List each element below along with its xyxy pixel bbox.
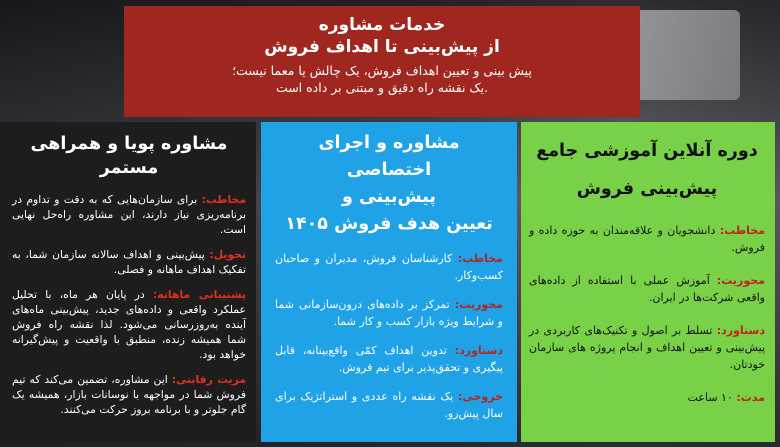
consulting-audience-label: مخاطب:: [201, 193, 246, 206]
course-audience: [529, 222, 765, 256]
consulting-audience: [12, 192, 246, 237]
course-column: [521, 122, 775, 442]
course-duration-label: مدت:: [736, 391, 765, 404]
consulting-support-label: پشتیبانی ماهانه:: [152, 288, 246, 301]
course-duration-text: ۱۰ ساعت: [687, 391, 737, 404]
consulting-title: مشاوره پویا و همراهی مستمر: [30, 134, 228, 178]
consulting-advantage-label: مزیت رقابتی:: [171, 373, 247, 386]
custom-output-text: یک نقشه راه عددی و استراتژیک برای سال پیش‌رو.: [275, 390, 503, 420]
header-subtitle-line1: پیش بینی و تعیین اهداف فروش، یک چالش یا معما نیست؛: [232, 63, 532, 78]
consulting-delivery: [12, 247, 246, 277]
course-duration: [529, 389, 765, 406]
course-title-line2: پیش‌بینی فروش: [576, 179, 718, 199]
consulting-advantage: [12, 372, 246, 417]
custom-audience: [275, 250, 503, 284]
course-title-line1: دوره آنلاین آموزشی جامع: [536, 141, 758, 161]
custom-audience-text: کارشناسان فروش، مدیران و صاحبان کسب‌وکار.: [275, 252, 503, 282]
custom-achievement-text: تدوین اهداف کمّی واقع‌بینانه، قابل پیگیری و تحقق‌پذیر برای تیم فروش.: [275, 344, 503, 374]
custom-title-line1: مشاوره و اجرای اختصاصی: [318, 133, 460, 180]
custom-output-label: خروجی:: [457, 390, 503, 403]
consulting-support-text: در پایان هر ماه، با تحلیل عملکرد واقعی و داده‌های جدید، پیش‌بینی ماه‌های آینده به‌روزرسانی می‌شود. لذا نقشه راه فروش شما همیشه زنده، منطبق با واقعیت و پیش‌گیرانه خواهد بود.: [12, 288, 246, 361]
course-achievement-label: دستاورد:: [716, 324, 765, 337]
consulting-advantage-text: این مشاوره، تضمین می‌کند که تیم فروش شما در مواجهه با نوسانات بازار، همیشه یک گام جلوتر و با برنامه بروز حرکت می‌کنند.: [12, 373, 246, 416]
custom-audience-label: مخاطب:: [457, 252, 503, 265]
course-audience-label: مخاطب:: [719, 224, 765, 237]
consulting-delivery-label: تحویل:: [209, 248, 246, 261]
custom-focus-label: محوریت:: [454, 298, 503, 311]
course-achievement-text: تسلط بر اصول و تکنیک‌های کاربردی در پیش‌بینی و تعیین اهداف و انجام پروژه های سازمان خودتان.: [529, 324, 765, 371]
course-focus-text: آموزش عملی با استفاده از داده‌های واقعی شرکت‌ها در ایران.: [529, 274, 765, 304]
header-title-line2: از پیش‌بینی تا اهداف فروش: [264, 37, 500, 57]
course-focus-label: محوریت:: [716, 274, 765, 287]
custom-achievement: [275, 342, 503, 376]
header-title-line1: خدمات مشاوره: [318, 15, 446, 35]
consulting-delivery-text: پیش‌بینی و اهداف سالانه سازمان شما، به تفکیک اهداف ماهانه و فصلی.: [12, 248, 246, 276]
header-banner: [124, 6, 640, 117]
custom-title-line2: پیش‌بینی و: [342, 187, 436, 207]
course-focus: [529, 272, 765, 306]
consulting-support: [12, 287, 246, 362]
custom-focus-text: تمرکز بر داده‌های درون‌سازمانی شما و شرایط ویژه بازار کسب و کار شما.: [275, 298, 503, 328]
consulting-audience-text: برای سازمان‌هایی که به دقت و تداوم در برنامه‌ریزی نیاز دارند، این مشاوره راه‌حل نهایی است.: [12, 193, 246, 236]
custom-title-line3: تعیین هدف فروش ۱۴۰۵: [285, 214, 493, 234]
custom-column: [261, 122, 517, 442]
custom-achievement-label: دستاورد:: [454, 344, 503, 357]
custom-output: [275, 388, 503, 422]
header-subtitle-line2: یک نقشه راه دقیق و مبتنی بر داده است.: [275, 80, 489, 95]
course-achievement: [529, 322, 765, 373]
custom-focus: [275, 296, 503, 330]
course-audience-text: دانشجویان و علاقه‌مندان به حوزه داده و فروش.: [529, 224, 765, 254]
consulting-column: [0, 122, 256, 442]
